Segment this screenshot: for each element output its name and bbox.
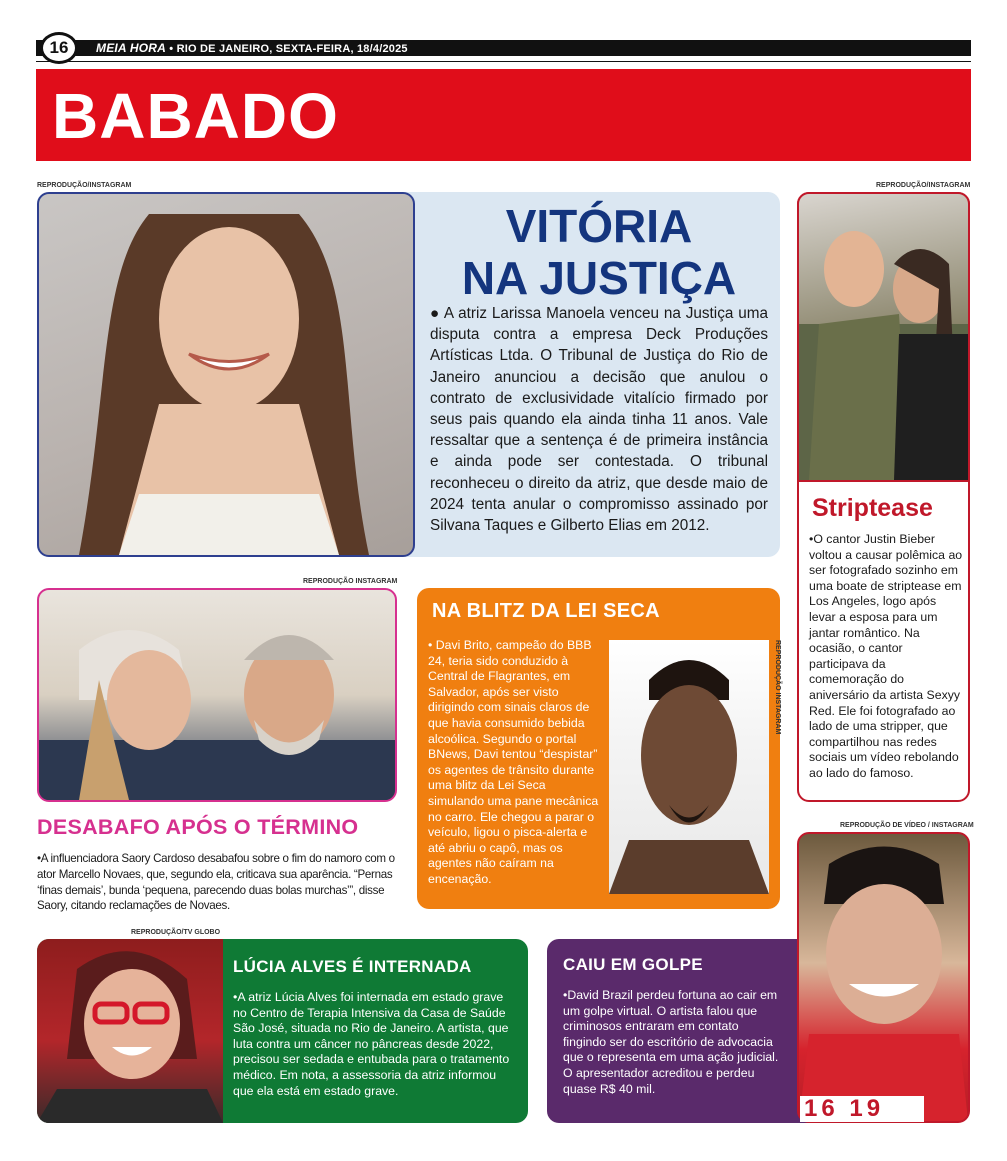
golpe-title: CAIU EM GOLPE <box>563 955 703 974</box>
header-rule <box>36 61 971 62</box>
couple-illustration <box>799 194 968 480</box>
main-headline <box>420 200 778 304</box>
lucia-body <box>233 990 515 1099</box>
headline-line-2: NA JUSTIÇA <box>461 252 737 304</box>
man-smiling-illustration <box>799 834 968 1121</box>
selfie-illustration <box>39 590 395 800</box>
lucia-photo-credit: REPRODUÇÃO/TV GLOBO <box>131 929 221 936</box>
lucia-photo <box>37 939 223 1123</box>
lei-seca-photo <box>609 640 769 894</box>
lucia-title: LÚCIA ALVES É INTERNADA <box>233 957 472 976</box>
lei-seca-title: NA BLITZ DA LEI SECA <box>432 600 660 622</box>
bullet: • <box>37 852 41 865</box>
golpe-photo-credit: REPRODUÇÃO DE VÍDEO / INSTAGRAM <box>840 822 974 829</box>
main-story-body <box>430 303 768 536</box>
golpe-text: David Brazil perdeu fortuna ao cair em um golpe virtual. O artista falou que criminosos entraram em contato fingindo ser do escritório de advocacia que o representa em uma ação judicial. O apresentador acreditou e perdeu quase R$ 40 mil. <box>563 988 779 1096</box>
golpe-photo <box>797 832 970 1123</box>
page-number: 16 <box>40 32 78 64</box>
running-head <box>96 40 408 56</box>
desabafo-photo-credit: REPRODUÇÃO INSTAGRAM <box>303 578 398 585</box>
desabafo-text: A influenciadora Saory Cardoso desabafou sobre o fim do namoro com o ator Marcello Novaes, que, segundo ela, criticava sua aparência. “Pernas ‘finas demais’, bunda ‘pequena, parecendo duas bolas murchas’”, disse Saory, citando reclamações de Novaes. <box>37 852 395 913</box>
main-story-photo <box>37 192 415 557</box>
main-story-text: A atriz Larissa Manoela venceu na Justiça uma disputa contra a empresa Deck Produções Artísticas Ltda. O Tribunal de Justiça do Rio de Janeiro anunciou a decisão que anulou o contrato de exclusividade vitalício firmado por seus pais quando ela ainda tinha 11 anos. Vale ressaltar que a sentença é de primeira instância e ainda pode ser contestada. O tribunal reconheceu o direito da atriz, que desde maio de 2024 tenta anular o compromisso assinado por Silvana Taques e Gilberto Elias em 2012. <box>430 305 768 535</box>
striptease-body <box>809 532 963 782</box>
bullet: ● <box>430 305 440 322</box>
striptease-photo <box>797 192 970 482</box>
dateline: • RIO DE JANEIRO, SEXTA-FEIRA, 18/4/2025 <box>166 43 408 55</box>
strip-photo-credit: REPRODUÇÃO/INSTAGRAM <box>876 182 971 189</box>
woman-illustration <box>37 939 223 1123</box>
striptease-text: O cantor Justin Bieber voltou a causar polêmica ao ser fotografado sozinho em uma boate de striptease em Los Angeles, logo após levar a esposa para um jantar romântico. Na ocasião, o cantor participava da comemoração do aniversário da artista Sexyy Red. Ele foi fotografado ao lado de uma stripper, que compartilhou nas redes sociais um vídeo rebolando ao lado do famoso. <box>809 532 963 780</box>
bullet: • <box>809 532 814 546</box>
lei-seca-text: Davi Brito, campeão do BBB 24, teria sido conduzido à Central de Flagrantes, em Salvador, após ser visto dirigindo com sinais claros de que havia consumido bebida alcoólica. Segundo o portal BNews, Davi tentou “despistar” os agentes de trânsito durante uma blitz da Lei Seca simulando uma pane mecânica no carro. Ele chegou a parar o veículo, ligou o pisca-alerta e até abriu o capô, mas os agentes não caíram na encenação. <box>428 638 599 886</box>
lei-seca-body <box>428 638 600 888</box>
bullet: • <box>233 990 238 1004</box>
man-illustration <box>609 640 769 894</box>
main-photo-credit: REPRODUÇÃO/INSTAGRAM <box>37 182 132 189</box>
portrait-illustration <box>39 194 413 555</box>
desabafo-photo <box>37 588 397 802</box>
bullet: • <box>428 638 433 652</box>
striptease-title: Striptease <box>812 494 933 522</box>
desabafo-title: DESABAFO APÓS O TÉRMINO <box>37 815 359 839</box>
lucia-text: A atriz Lúcia Alves foi internada em estado grave no Centro de Terapia Intensiva da Casa de Saúde São José, situada no Rio de Janeiro. A artista, que luta contra um câncer no pâncreas desde 2022, precisou ser sedada e entubada para o tratamento médico. Em nota, a assessoria da atriz informou que ela está em estado grave. <box>233 990 510 1098</box>
desabafo-body <box>37 851 402 914</box>
golpe-body <box>563 988 785 1097</box>
headline-line-1: VITÓRIA <box>505 200 693 252</box>
section-title: BABADO <box>52 80 339 152</box>
brand-name: MEIA HORA <box>96 41 167 55</box>
lei-seca-photo-credit: REPRODUÇÃO INSTAGRAM <box>774 640 781 735</box>
bullet: • <box>563 988 568 1002</box>
golpe-photo-sign: 16 19 <box>800 1096 924 1122</box>
